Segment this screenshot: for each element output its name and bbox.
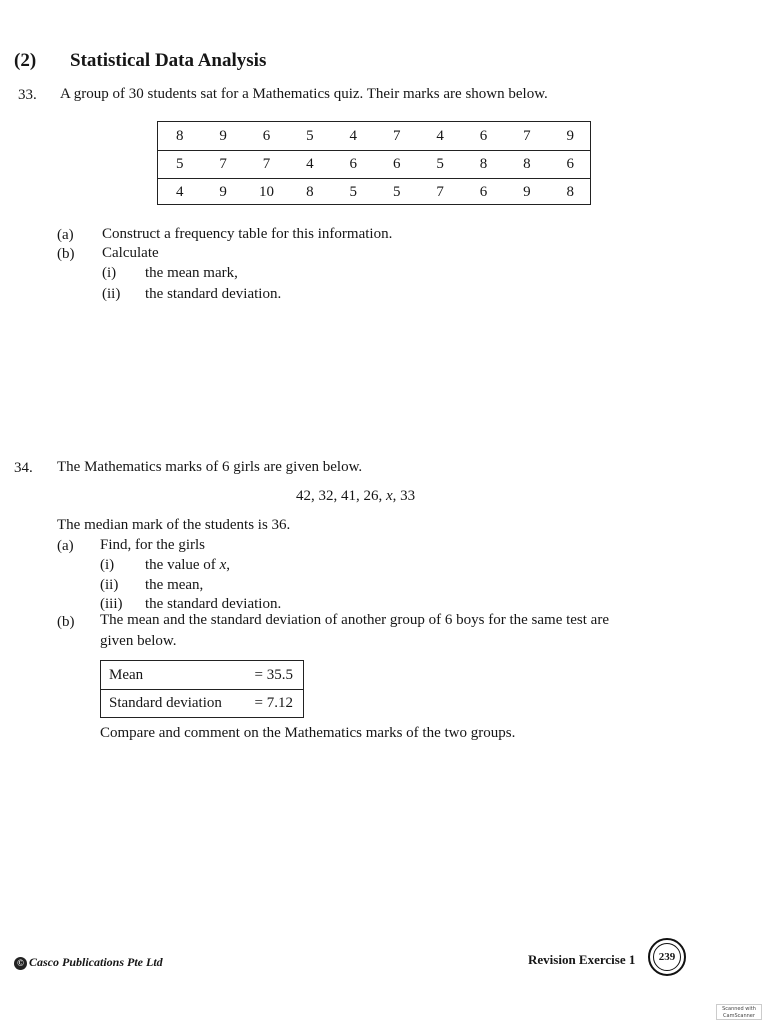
q34-part-a-iii-label: (iii) <box>100 596 123 612</box>
marks-cell: 6 <box>392 156 401 172</box>
marks-cell: 4 <box>306 156 314 172</box>
scanner-line2: CamScanner <box>723 1013 755 1019</box>
marks-cell: 10 <box>258 184 274 200</box>
marks-cell: 5 <box>349 184 358 200</box>
marks-cell: 5 <box>306 128 314 144</box>
q33-part-b-ii-text: the standard deviation. <box>145 286 282 302</box>
q33-part-b-i-label: (i) <box>102 265 117 281</box>
q33-part-b-label: (b) <box>57 246 75 262</box>
q33-part-b-i-text: the mean mark, <box>145 265 238 281</box>
marks-cell: 7 <box>262 156 271 172</box>
q33-marks-table <box>157 121 591 205</box>
copyright-icon: © <box>14 957 27 970</box>
stats-row-mean <box>101 661 303 690</box>
q34-part-b-label: (b) <box>57 614 75 630</box>
q34-intro: The Mathematics marks of 6 girls are given below. <box>57 459 363 475</box>
marks-cell: 9 <box>219 128 227 144</box>
q33-intro: A group of 30 students sat for a Mathematics quiz. Their marks are shown below. <box>60 86 548 102</box>
marks-cell: 7 <box>392 128 401 144</box>
section-number: (2) <box>14 50 37 71</box>
q34-part-b-text-line1: The mean and the standard deviation of another group of 6 boys for the same test are <box>100 612 609 628</box>
q33-part-b-text: Calculate <box>102 245 159 261</box>
q34-median-text: The median mark of the students is 36. <box>57 517 291 533</box>
q34-part-a-ii-text: the mean, <box>145 577 204 593</box>
marks-cell: 4 <box>175 184 184 200</box>
marks-cell: 9 <box>566 128 575 144</box>
q34-part-b-text-line2: given below. <box>100 633 177 649</box>
marks-cell: 7 <box>219 156 227 172</box>
marks-cell: 6 <box>349 156 358 172</box>
marks-cell: 9 <box>523 184 531 200</box>
q33-part-a-text: Construct a frequency table for this information. <box>102 226 393 242</box>
marks-row <box>158 122 590 151</box>
q34-part-a-label: (a) <box>57 538 74 554</box>
marks-cell: 6 <box>262 128 271 144</box>
marks-cell: 7 <box>523 128 531 144</box>
scanner-line1: Scanned with <box>722 1006 756 1012</box>
stats-label: Standard deviation <box>109 695 222 711</box>
marks-cell: 8 <box>306 184 314 200</box>
marks-cell: 5 <box>392 184 401 200</box>
q34-boys-stats-table <box>100 660 304 718</box>
marks-cell: 8 <box>479 156 488 172</box>
marks-cell: 6 <box>479 128 488 144</box>
marks-cell: 6 <box>566 156 575 172</box>
page-number-badge <box>648 938 686 976</box>
marks-cell: 9 <box>219 184 227 200</box>
q33-number: 33. <box>18 87 37 103</box>
q34-part-a-ii-label: (ii) <box>100 577 119 593</box>
marks-cell: 7 <box>436 184 444 200</box>
q33-part-a-label: (a) <box>57 227 74 243</box>
stats-row-sd <box>101 689 303 717</box>
q34-marks-list: 42, 32, 41, 26, x, 33 <box>296 488 416 504</box>
section-title: Statistical Data Analysis <box>70 50 267 71</box>
stats-value: = 7.12 <box>254 695 293 711</box>
marks-cell: 4 <box>349 128 358 144</box>
q34-part-a-text: Find, for the girls <box>100 537 205 553</box>
q34-part-a-iii-text: the standard deviation. <box>145 596 282 612</box>
scanner-watermark <box>716 1004 762 1020</box>
stats-value: = 35.5 <box>254 667 293 683</box>
q34-compare-text: Compare and comment on the Mathematics marks of the two groups. <box>100 725 516 741</box>
footer-exercise: Revision Exercise 1 <box>528 952 636 967</box>
q34-number: 34. <box>14 460 33 476</box>
marks-cell: 8 <box>566 184 575 200</box>
marks-cell: 4 <box>436 128 444 144</box>
q33-part-b-ii-label: (ii) <box>102 286 121 302</box>
marks-cell: 5 <box>436 156 444 172</box>
marks-cell: 6 <box>479 184 488 200</box>
footer-publisher <box>14 955 163 970</box>
q34-part-a-i-label: (i) <box>100 557 115 573</box>
marks-cell: 8 <box>175 128 184 144</box>
publisher-name: Casco Publications Pte Ltd <box>29 955 163 969</box>
q34-part-a-i-text: the value of x, <box>145 557 230 573</box>
marks-row <box>158 150 590 179</box>
marks-row <box>158 178 590 206</box>
marks-cell: 5 <box>175 156 184 172</box>
marks-cell: 8 <box>523 156 531 172</box>
page-number: 239 <box>653 943 681 971</box>
stats-label: Mean <box>109 667 144 683</box>
